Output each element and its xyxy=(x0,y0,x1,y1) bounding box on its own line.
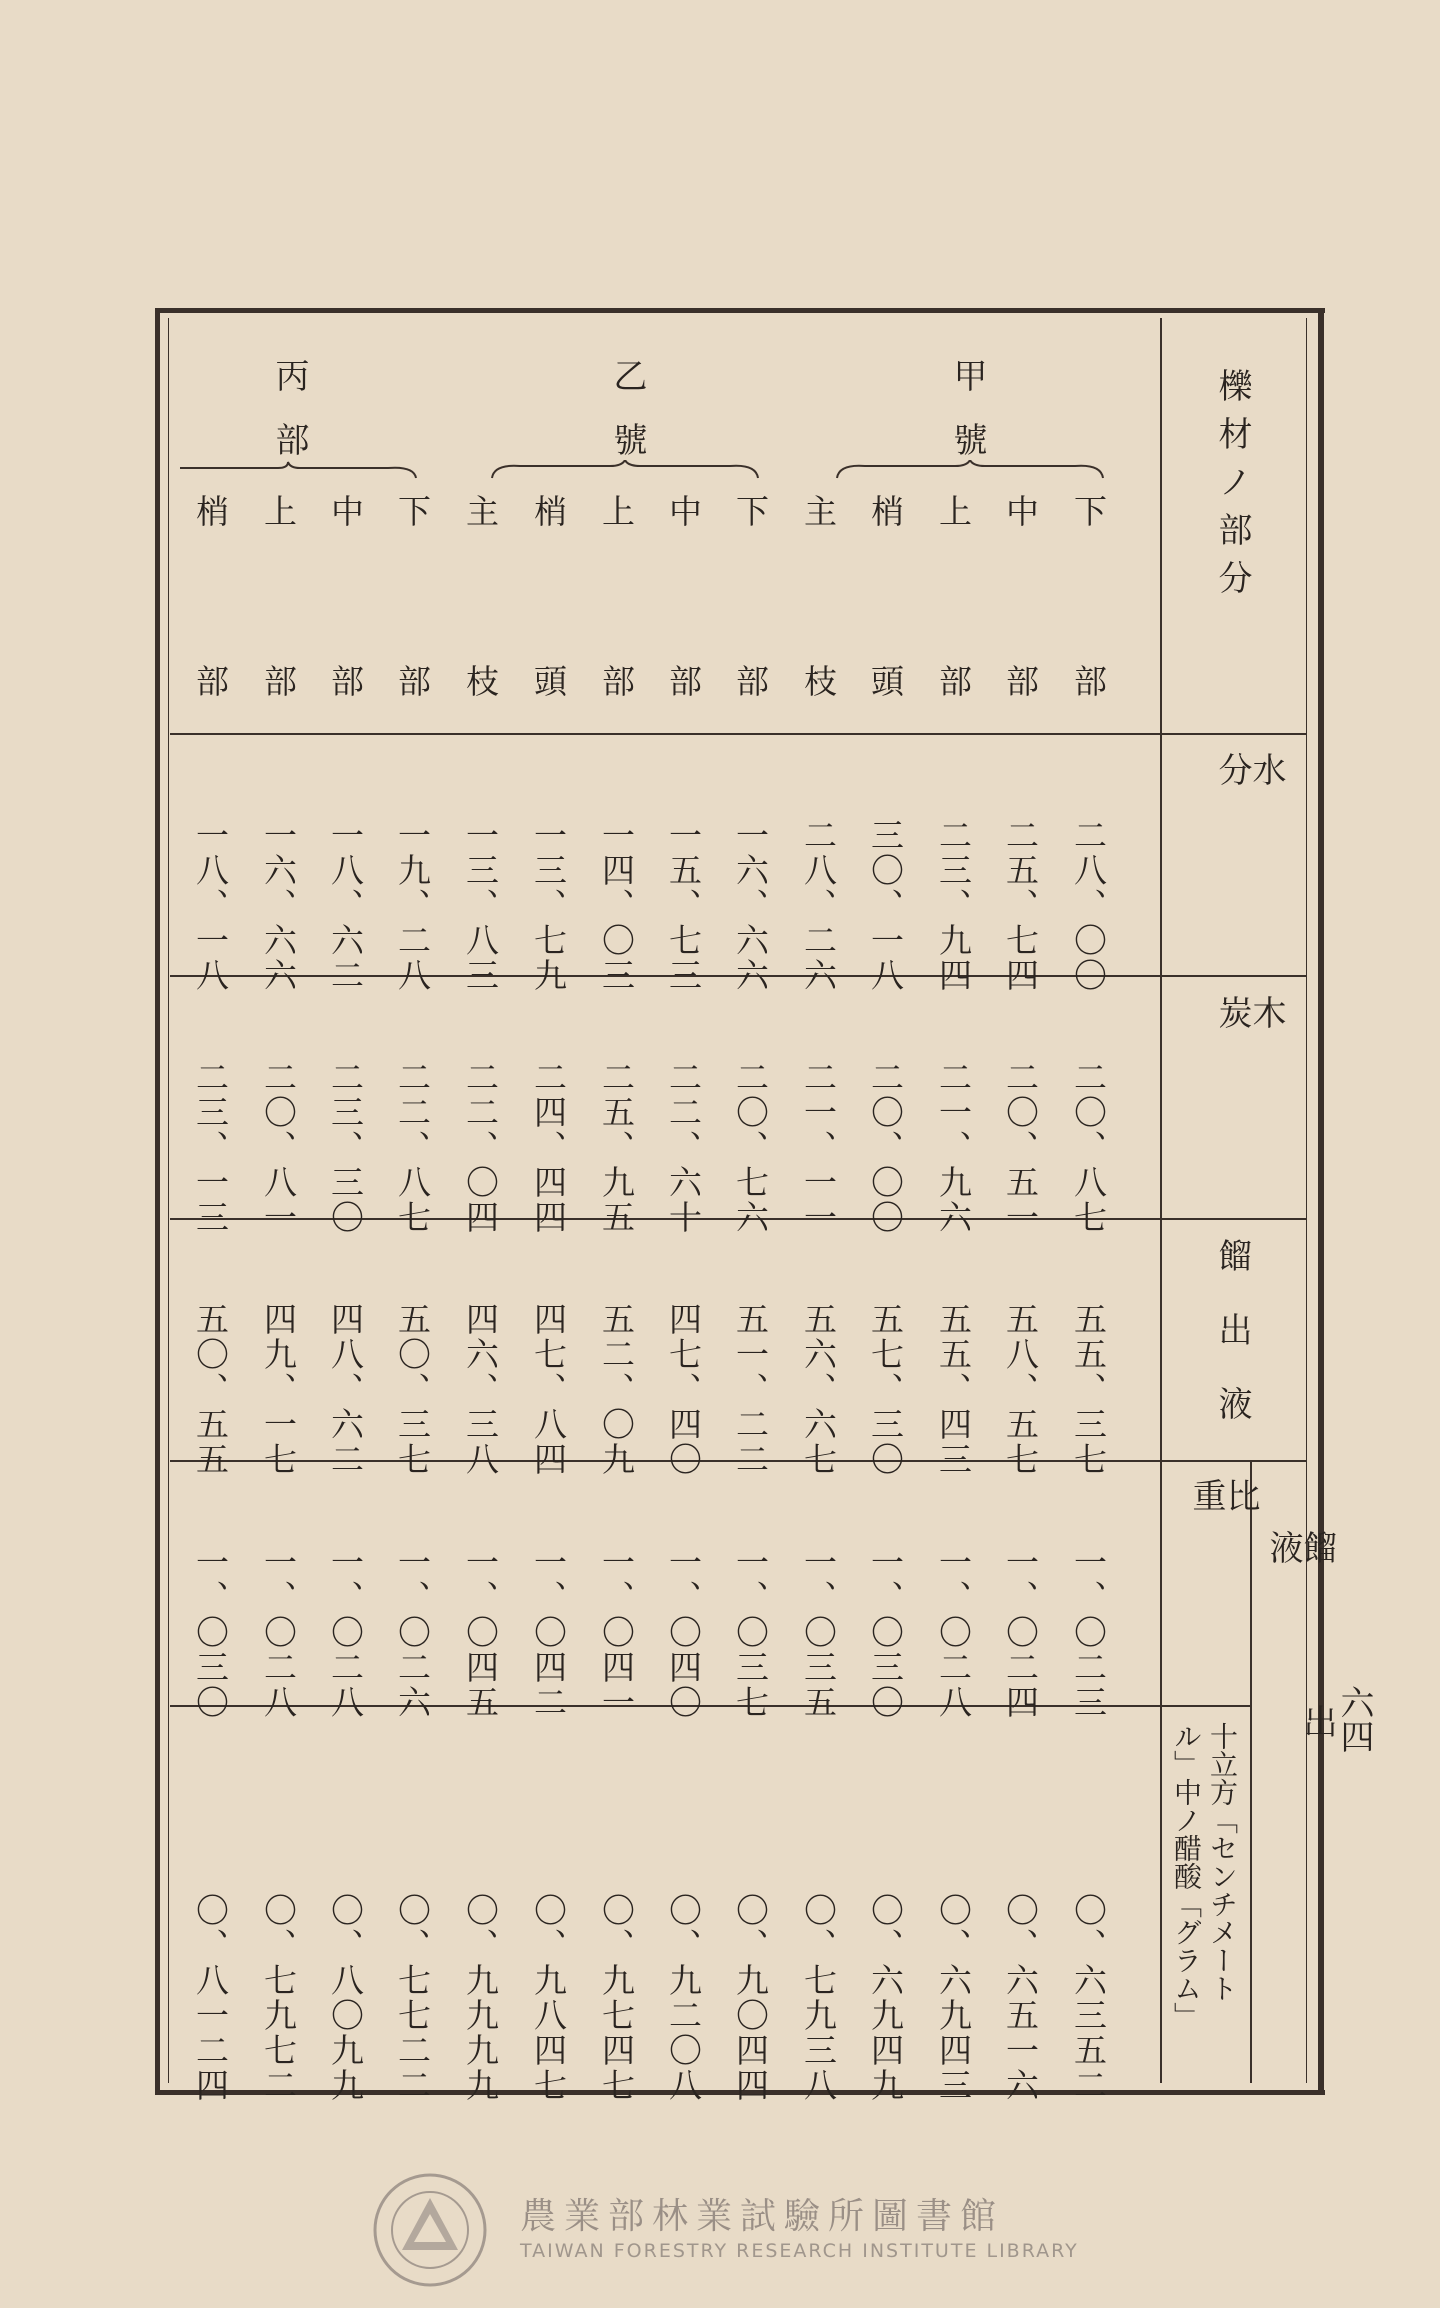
cell-charcoal: 二〇、五一 xyxy=(1001,1060,1040,1235)
group-hei: 丙部 xyxy=(269,358,309,486)
row-divider-1 xyxy=(170,733,1306,735)
header-column-divider xyxy=(1160,318,1162,2083)
cell-gravity: 一、〇三〇 xyxy=(191,1545,230,1720)
part-label-bottom: 部 xyxy=(196,662,229,701)
cell-water: 二八、〇〇 xyxy=(1069,818,1108,993)
cell-distillate: 五二、〇九 xyxy=(597,1302,636,1477)
cell-water: 一六、六六 xyxy=(259,818,298,993)
part-label-bottom: 部 xyxy=(398,662,431,701)
frame-left-inner xyxy=(168,318,169,2083)
part-label-bottom: 部 xyxy=(736,662,769,701)
cell-acid: 〇、九八四七 xyxy=(529,1893,568,2103)
part-label-bottom: 部 xyxy=(939,662,972,701)
header-distillate-group: 餾出液 xyxy=(1263,1530,1337,1878)
watermark-name-en: TAIWAN FORESTRY RESEARCH INSTITUTE LIBRARY xyxy=(520,2240,1079,2262)
cell-distillate: 五一、二二 xyxy=(731,1302,770,1477)
cell-charcoal: 二三、三〇 xyxy=(326,1060,365,1235)
cell-distillate: 五〇、三七 xyxy=(393,1302,432,1477)
part-label-bottom: 部 xyxy=(602,662,635,701)
cell-acid: 〇、七九三八 xyxy=(799,1893,838,2103)
cell-gravity: 一、〇三〇 xyxy=(866,1545,905,1720)
part-label-top: 下 xyxy=(736,492,769,531)
cell-gravity: 一、〇二八 xyxy=(259,1545,298,1720)
cell-charcoal: 二二、八七 xyxy=(393,1060,432,1235)
cell-acid: 〇、八〇九九 xyxy=(326,1893,365,2103)
watermark-name-zh: 農業部林業試驗所圖書館 xyxy=(520,2196,1005,2237)
header-part-of-material: 櫟材ノ部分 xyxy=(1212,368,1252,608)
part-label-bottom: 頭 xyxy=(534,662,567,701)
cell-distillate: 四七、八四 xyxy=(529,1302,568,1477)
header-specific-gravity: 比重 xyxy=(1186,1478,1260,1642)
part-label-top: 上 xyxy=(602,492,635,531)
cell-water: 一三、八三 xyxy=(461,818,500,993)
part-label-top: 梢 xyxy=(196,492,229,531)
library-seal-icon xyxy=(370,2170,490,2290)
cell-distillate: 四六、三八 xyxy=(461,1302,500,1477)
cell-charcoal: 二三、一三 xyxy=(191,1060,230,1235)
part-label-bottom: 部 xyxy=(1074,662,1107,701)
cell-acid: 〇、九二〇八 xyxy=(664,1893,703,2103)
cell-gravity: 一、〇三七 xyxy=(731,1545,770,1720)
part-label-top: 上 xyxy=(264,492,297,531)
cell-distillate: 四九、一七 xyxy=(259,1302,298,1477)
cell-charcoal: 二一、九六 xyxy=(934,1060,973,1235)
part-label-top: 梢 xyxy=(534,492,567,531)
cell-acid: 〇、九〇四四 xyxy=(731,1893,770,2103)
part-label-top: 主 xyxy=(804,492,837,531)
cell-acid: 〇、六九四九 xyxy=(866,1893,905,2103)
cell-charcoal: 二二、六十 xyxy=(664,1060,703,1235)
cell-water: 二五、七四 xyxy=(1001,818,1040,993)
library-watermark xyxy=(370,2170,1090,2290)
cell-distillate: 五七、三〇 xyxy=(866,1302,905,1477)
cell-distillate: 四八、六二 xyxy=(326,1302,365,1477)
cell-water: 一六、六六 xyxy=(731,818,770,993)
cell-water: 二八、二六 xyxy=(799,818,838,993)
cell-gravity: 一、〇四二 xyxy=(529,1545,568,1720)
cell-charcoal: 二五、九五 xyxy=(597,1060,636,1235)
page-number: 六四 xyxy=(1334,1685,1374,1753)
part-label-top: 中 xyxy=(669,492,702,531)
cell-water: 一五、七三 xyxy=(664,818,703,993)
part-label-bottom: 部 xyxy=(331,662,364,701)
cell-charcoal: 二二、〇四 xyxy=(461,1060,500,1235)
frame-left xyxy=(155,308,160,2095)
cell-distillate: 五五、四三 xyxy=(934,1302,973,1477)
brace-hei xyxy=(178,460,418,480)
cell-water: 一三、七九 xyxy=(529,818,568,993)
part-label-top: 下 xyxy=(398,492,431,531)
part-label-bottom: 部 xyxy=(264,662,297,701)
part-label-top: 下 xyxy=(1074,492,1107,531)
part-label-bottom: 枝 xyxy=(466,662,499,701)
frame-top xyxy=(155,308,1325,313)
header-water: 水分 xyxy=(1212,752,1286,926)
brace-kou xyxy=(835,460,1105,480)
part-label-top: 中 xyxy=(1006,492,1039,531)
cell-charcoal: 二〇、七六 xyxy=(731,1060,770,1235)
cell-distillate: 四七、四〇 xyxy=(664,1302,703,1477)
part-label-bottom: 部 xyxy=(1006,662,1039,701)
cell-gravity: 一、〇二六 xyxy=(393,1545,432,1720)
cell-distillate: 五六、六七 xyxy=(799,1302,838,1477)
cell-gravity: 一、〇四五 xyxy=(461,1545,500,1720)
cell-acid: 〇、七九七二 xyxy=(259,1893,298,2103)
cell-gravity: 一、〇四一 xyxy=(597,1545,636,1720)
cell-charcoal: 二四、四四 xyxy=(529,1060,568,1235)
part-label-top: 梢 xyxy=(871,492,904,531)
brace-otsu xyxy=(490,460,760,480)
cell-charcoal: 二〇、八一 xyxy=(259,1060,298,1235)
cell-water: 一八、一八 xyxy=(191,818,230,993)
cell-acid: 〇、六三五二 xyxy=(1069,1893,1108,2103)
cell-acid: 〇、九七四七 xyxy=(597,1893,636,2103)
part-label-bottom: 枝 xyxy=(804,662,837,701)
header-acetic-acid-line1: 十立方「センチメート xyxy=(1206,1722,1239,2002)
cell-gravity: 一、〇四〇 xyxy=(664,1545,703,1720)
cell-distillate: 五五、三七 xyxy=(1069,1302,1108,1477)
header-charcoal: 木炭 xyxy=(1212,995,1286,1169)
cell-charcoal: 二〇、〇〇 xyxy=(866,1060,905,1235)
cell-gravity: 一、〇二四 xyxy=(1001,1545,1040,1720)
part-label-top: 中 xyxy=(331,492,364,531)
cell-distillate: 五八、五七 xyxy=(1001,1302,1040,1477)
cell-water: 一四、〇三 xyxy=(597,818,636,993)
cell-gravity: 一、〇二三 xyxy=(1069,1545,1108,1720)
cell-acid: 〇、八一二四 xyxy=(191,1893,230,2103)
group-kou: 甲號 xyxy=(947,358,987,486)
part-label-bottom: 頭 xyxy=(871,662,904,701)
cell-acid: 〇、六九四三 xyxy=(934,1893,973,2103)
cell-charcoal: 二〇、八七 xyxy=(1069,1060,1108,1235)
part-label-bottom: 部 xyxy=(669,662,702,701)
cell-water: 三〇、一八 xyxy=(866,818,905,993)
cell-gravity: 一、〇三五 xyxy=(799,1545,838,1720)
group-otsu: 乙號 xyxy=(607,358,647,486)
cell-distillate: 五〇、五五 xyxy=(191,1302,230,1477)
cell-acid: 〇、六五一六 xyxy=(1001,1893,1040,2103)
cell-acid: 〇、九九九九 xyxy=(461,1893,500,2103)
part-label-top: 主 xyxy=(466,492,499,531)
cell-charcoal: 二一、一一 xyxy=(799,1060,838,1235)
cell-water: 一九、二八 xyxy=(393,818,432,993)
cell-water: 二三、九四 xyxy=(934,818,973,993)
cell-acid: 〇、七七二二 xyxy=(393,1893,432,2103)
cell-gravity: 一、〇二八 xyxy=(326,1545,365,1720)
header-acetic-acid-line2: ル」中ノ醋酸「グラム」 xyxy=(1170,1722,1203,2030)
cell-water: 一八、六二 xyxy=(326,818,365,993)
part-label-top: 上 xyxy=(939,492,972,531)
header-distillate: 餾出液 xyxy=(1212,1238,1252,1460)
cell-gravity: 一、〇二八 xyxy=(934,1545,973,1720)
